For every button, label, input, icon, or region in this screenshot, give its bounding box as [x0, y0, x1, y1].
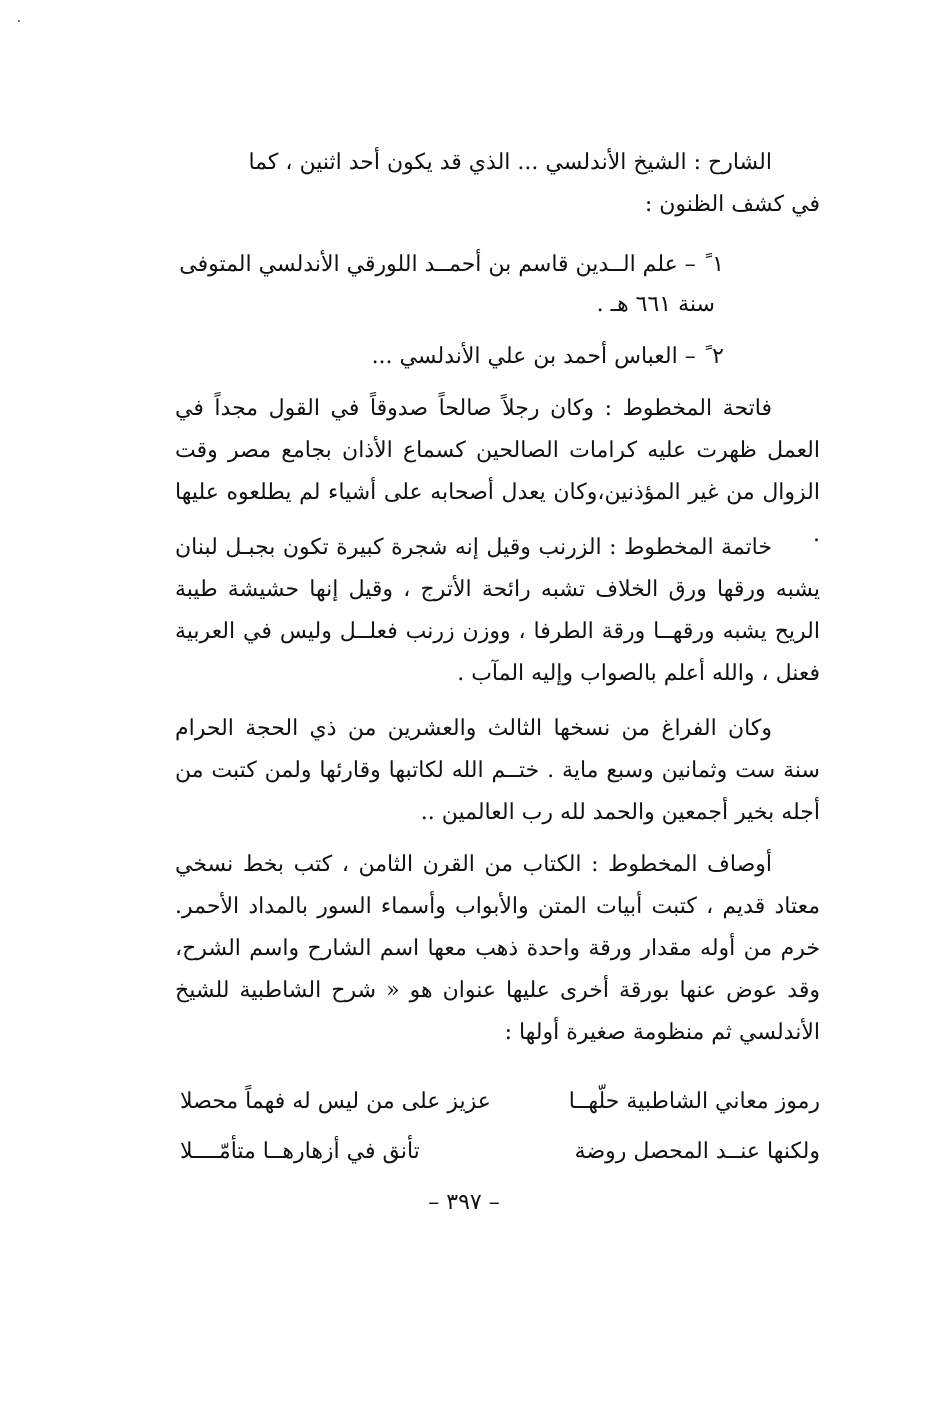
sharih-paragraph [175, 142, 820, 226]
faragh-text: وكان الفراغ من نسخها الثالث والعشرين من ذي الحجة الحرام سنة ست وثمانين وسبع ماية . ختــم الله لكاتبها وقارئها ولمن كتبت من أجله بخير أجمعين والحمد لله رب العالمين .. [175, 716, 820, 825]
list-item-1-cont: سنة ٦٦١ هـ . [596, 292, 715, 317]
scan-speck [18, 20, 20, 22]
khatima-paragraph [175, 527, 820, 695]
verse-row-2 [180, 1132, 820, 1172]
faragh-paragraph [175, 708, 820, 834]
list-item-2 [175, 337, 820, 377]
verse-1-right-hemistich: رموز معاني الشاطبية حلّهــا [568, 1089, 820, 1114]
list-item-1-number: ١ ً [705, 252, 724, 277]
list-item-2-number: ٢ ً [705, 344, 724, 369]
verse-row-1 [180, 1082, 820, 1122]
awsaf-paragraph [175, 844, 820, 1054]
list-item-1 [175, 245, 820, 325]
verse-2-right-hemistich: ولكنها عنــد المحصل روضة [574, 1139, 820, 1164]
page-number: – ٣٩٧ – [428, 1190, 500, 1215]
awsaf-text: أوصاف المخطوط : الكتاب من القرن الثامن ، كتب بخط نسخي معتاد قديم ، كتبت أبيات المتن والأبواب وأسماء السور بالمداد الأحمر. خرم من أوله مقدار ورقة واحدة ذهب معها اسم الشارح واسم الشرح، وقد عوض عنها بورقة أخرى عليها عنوان هو « شرح الشاطبية للشيخ الأندلسي ثم منظومة صغيرة أولها : [175, 852, 820, 1045]
list-item-1-text: – علم الــدين قاسم بن أحمــد اللورقي الأندلسي المتوفى [179, 252, 696, 277]
list-item-2-text: – العباس أحمد بن علي الأندلسي ... [371, 344, 696, 369]
fatiha-text: فاتحة المخطوط : وكان رجلاً صالحاً صدوقاً في القول مجداً في العمل ظهرت عليه كرامات الصالحين كسماع الأذان بجامع مصر وقت الزوال من غير المؤذنين،وكان يعدل أصحابه على أشياء لم يطلعوه عليها . [175, 396, 820, 547]
verse-2-left-hemistich: تأنق في أزهارهــا متأمّــــلا [180, 1139, 420, 1164]
khatima-text: خاتمة المخطوط : الزرنب وقيل إنه شجرة كبيرة تكون بجبـل لبنان يشبه ورقها ورق الخلاف تشبه رائحة الأترج ، وقيل إنها حشيشة طيبة الريح يشبه ورقهــا ورقة الطرفا ، ووزن زرنب فعلــل وليس في العربية فعنل ، والله أعلم بالصواب وإليه المآب . [175, 535, 820, 686]
sharih-line-2: في كشف الظنون : [644, 192, 820, 217]
verse-1-left-hemistich: عزيز على من ليس له فهماً محصلا [180, 1089, 491, 1114]
sharih-line-1: الشارح : الشيخ الأندلسي ... الذي قد يكون أحد اثنين ، كما [248, 150, 772, 175]
